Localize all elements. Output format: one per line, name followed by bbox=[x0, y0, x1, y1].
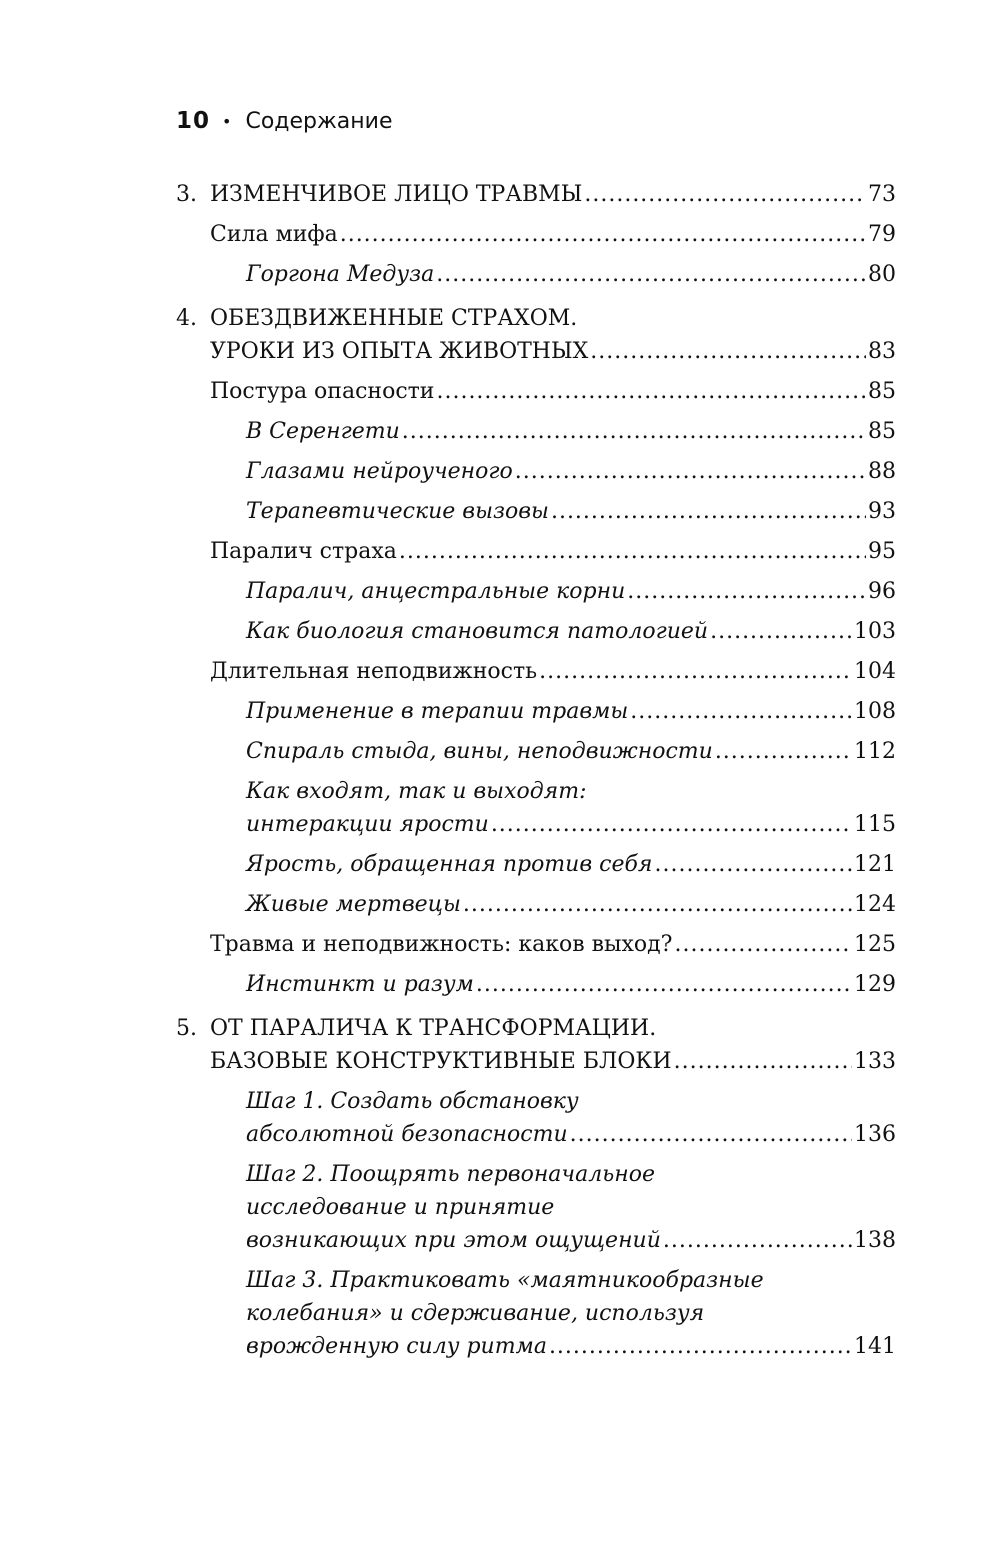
page-ref: 88 bbox=[868, 459, 896, 484]
subsection-title: Инстинкт и разум bbox=[246, 972, 474, 997]
dot-leader bbox=[402, 415, 866, 448]
toc-subsection-shag1[interactable] bbox=[176, 1085, 896, 1151]
subsection-title-line: Шаг 1. Создать обстановку bbox=[246, 1089, 579, 1114]
section-title: Паралич страха bbox=[210, 539, 397, 564]
subsection-title: Как биология становится патологией bbox=[246, 619, 709, 644]
toc-subsection-serengeti[interactable] bbox=[176, 415, 896, 448]
page-ref: 104 bbox=[854, 659, 896, 684]
page-ref: 83 bbox=[868, 339, 896, 364]
page-ref: 141 bbox=[854, 1334, 896, 1359]
dot-leader bbox=[340, 218, 866, 251]
page-ref: 85 bbox=[868, 419, 896, 444]
section-title: Сила мифа bbox=[210, 222, 338, 247]
subsection-title: Спираль стыда, вины, неподвижности bbox=[246, 739, 713, 764]
header-title: Содержание bbox=[245, 108, 393, 134]
subsection-title-line: Как входят, так и выходят: bbox=[246, 779, 587, 804]
toc-chapter-3[interactable] bbox=[176, 178, 896, 211]
subsection-title: Применение в терапии травмы bbox=[246, 699, 629, 724]
section-title: Длительная неподвижность bbox=[210, 659, 538, 684]
toc-subsection-primenenie[interactable] bbox=[176, 695, 896, 728]
dot-leader bbox=[570, 1118, 852, 1151]
subsection-title: Терапевтические вызовы bbox=[246, 499, 549, 524]
toc-section-dlitelnaya[interactable] bbox=[176, 655, 896, 688]
subsection-title: Горгона Медуза bbox=[246, 262, 435, 287]
toc-subsection-shag3[interactable] bbox=[176, 1264, 896, 1363]
page-ref: 121 bbox=[854, 852, 896, 877]
page-ref: 136 bbox=[854, 1122, 896, 1147]
page-number: 10 bbox=[176, 108, 211, 134]
dot-leader bbox=[436, 258, 866, 291]
dot-leader bbox=[539, 655, 852, 688]
page-ref: 108 bbox=[854, 699, 896, 724]
dot-leader bbox=[584, 178, 866, 211]
subsection-title-line: интеракции ярости bbox=[246, 812, 489, 837]
toc-subsection-kak-vhodyat[interactable] bbox=[176, 775, 896, 841]
dot-leader bbox=[549, 1330, 852, 1363]
toc-subsection-shag2[interactable] bbox=[176, 1158, 896, 1257]
subsection-title: Глазами нейроученого bbox=[246, 459, 513, 484]
dot-leader bbox=[715, 735, 852, 768]
toc-chapter-4[interactable] bbox=[176, 302, 896, 368]
page-ref: 85 bbox=[868, 379, 896, 404]
subsection-title: Живые мертвецы bbox=[246, 892, 461, 917]
dot-leader bbox=[590, 335, 866, 368]
toc-chapter-5[interactable] bbox=[176, 1012, 896, 1078]
page-ref: 125 bbox=[854, 932, 896, 957]
toc-section-travma-vyhod[interactable] bbox=[176, 928, 896, 961]
dot-leader bbox=[491, 808, 852, 841]
dot-leader bbox=[436, 375, 866, 408]
toc-subsection-yarost[interactable] bbox=[176, 848, 896, 881]
toc-subsection-zhivye[interactable] bbox=[176, 888, 896, 921]
table-of-contents bbox=[176, 178, 896, 1370]
subsection-title-line: колебания» и сдерживание, используя bbox=[246, 1301, 705, 1326]
dot-leader bbox=[551, 495, 866, 528]
subsection-title-line: абсолютной безопасности bbox=[246, 1122, 568, 1147]
toc-subsection-glazami[interactable] bbox=[176, 455, 896, 488]
dot-leader bbox=[674, 928, 852, 961]
toc-subsection-instinkt[interactable] bbox=[176, 968, 896, 1001]
subsection-title-line: врожденную силу ритма bbox=[246, 1334, 547, 1359]
page-ref: 73 bbox=[868, 182, 896, 207]
chapter-title-line: ОТ ПАРАЛИЧА К ТРАНСФОРМАЦИИ. bbox=[210, 1016, 657, 1041]
chapter-title-line: УРОКИ ИЗ ОПЫТА ЖИВОТНЫХ bbox=[210, 339, 589, 364]
chapter-title: ИЗМЕНЧИВОЕ ЛИЦО ТРАВМЫ bbox=[210, 182, 583, 207]
subsection-title-line: Шаг 2. Поощрять первоначальное bbox=[246, 1162, 655, 1187]
dot-leader bbox=[674, 1045, 852, 1078]
bullet-separator: • bbox=[222, 111, 232, 131]
page-ref: 95 bbox=[868, 539, 896, 564]
subsection-title: Ярость, обращенная против себя bbox=[246, 852, 653, 877]
toc-section-sila-mifa[interactable] bbox=[176, 218, 896, 251]
dot-leader bbox=[663, 1224, 852, 1257]
running-header bbox=[176, 108, 393, 134]
page-ref: 133 bbox=[854, 1049, 896, 1074]
dot-leader bbox=[476, 968, 852, 1001]
chapter-title-line: БАЗОВЫЕ КОНСТРУКТИВНЫЕ БЛОКИ bbox=[210, 1049, 672, 1074]
toc-subsection-biologia[interactable] bbox=[176, 615, 896, 648]
page-ref: 93 bbox=[868, 499, 896, 524]
chapter-number: 4. bbox=[176, 306, 197, 331]
page-ref: 80 bbox=[868, 262, 896, 287]
section-title: Травма и неподвижность: каков выход? bbox=[210, 932, 673, 957]
dot-leader bbox=[654, 848, 852, 881]
subsection-title: В Серенгети bbox=[246, 419, 400, 444]
page-ref: 112 bbox=[854, 739, 896, 764]
page-ref: 138 bbox=[854, 1228, 896, 1253]
page-ref: 103 bbox=[854, 619, 896, 644]
page-ref: 129 bbox=[854, 972, 896, 997]
toc-section-postura[interactable] bbox=[176, 375, 896, 408]
page-ref: 124 bbox=[854, 892, 896, 917]
page-ref: 79 bbox=[868, 222, 896, 247]
dot-leader bbox=[710, 615, 852, 648]
subsection-title-line: возникающих при этом ощущений bbox=[246, 1228, 661, 1253]
toc-subsection-gorgona[interactable] bbox=[176, 258, 896, 291]
subsection-title-line: исследование и принятие bbox=[246, 1195, 555, 1220]
chapter-title-line: ОБЕЗДВИЖЕННЫЕ СТРАХОМ. bbox=[210, 306, 578, 331]
dot-leader bbox=[399, 535, 866, 568]
toc-subsection-ancestral[interactable] bbox=[176, 575, 896, 608]
section-title: Постура опасности bbox=[210, 379, 435, 404]
toc-subsection-terapevt[interactable] bbox=[176, 495, 896, 528]
toc-subsection-spiral[interactable] bbox=[176, 735, 896, 768]
dot-leader bbox=[515, 455, 866, 488]
chapter-number: 5. bbox=[176, 1016, 197, 1041]
dot-leader bbox=[463, 888, 852, 921]
page-ref: 96 bbox=[868, 579, 896, 604]
subsection-title: Паралич, анцестральные корни bbox=[246, 579, 626, 604]
subsection-title-line: Шаг 3. Практиковать «маятникообразные bbox=[246, 1268, 764, 1293]
page-ref: 115 bbox=[854, 812, 896, 837]
dot-leader bbox=[627, 575, 866, 608]
dot-leader bbox=[630, 695, 852, 728]
chapter-number: 3. bbox=[176, 182, 197, 207]
toc-section-paralich[interactable] bbox=[176, 535, 896, 568]
